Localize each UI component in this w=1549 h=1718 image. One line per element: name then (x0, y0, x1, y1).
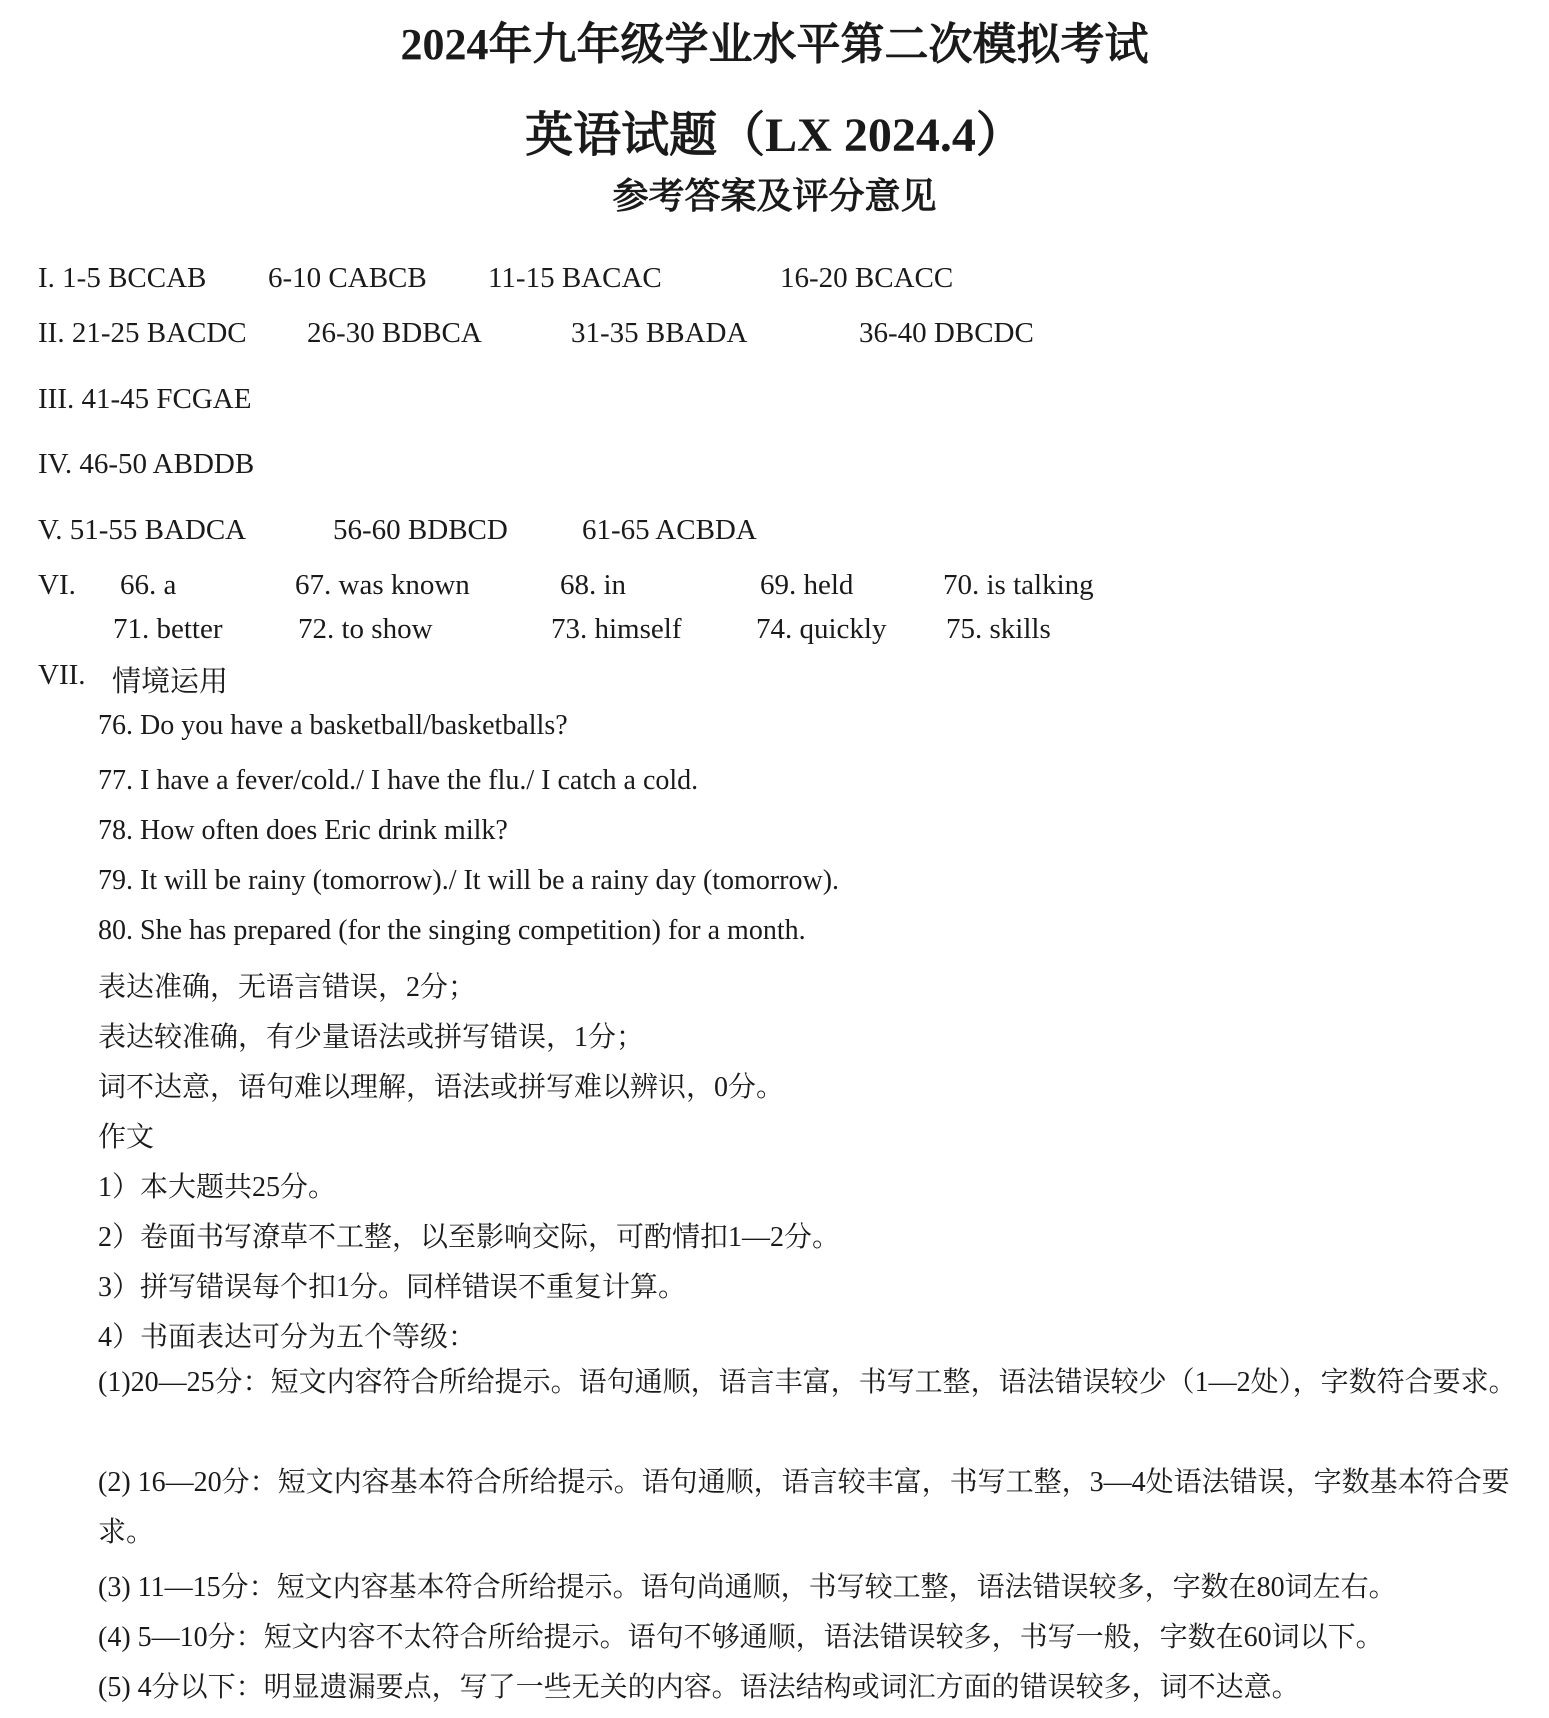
answer-66: 66. a (120, 569, 177, 601)
answer-69: 69. held (760, 569, 854, 601)
essay-level-4: (4) 5—10分：短文内容不太符合所给提示。语句不够通顺，语法错误较多，书写一般，字数在60词以下。 (98, 1622, 1384, 1653)
section-i-group-3: 11-15 BACAC (488, 262, 662, 294)
answer-74: 74. quickly (756, 613, 887, 645)
section-ii-group-2: 26-30 BDBCA (307, 317, 482, 349)
essay-rule-2: 2）卷面书写潦草不工整，以至影响交际，可酌情扣1—2分。 (98, 1222, 841, 1253)
section-ii-group-1: II. 21-25 BACDC (38, 317, 247, 349)
answer-76: 76. Do you have a basketball/basketballs? (98, 710, 568, 741)
essay-level-2: (2) 16—20分：短文内容基本符合所给提示。语句通顺，语言较丰富，书写工整，3—4处语法错误，字数基本符合要求。 (98, 1467, 1510, 1548)
answer-73: 73. himself (551, 613, 682, 645)
section-iv: IV. 46-50 ABDDB (38, 448, 255, 480)
section-v-group-3: 61-65 ACBDA (582, 514, 757, 546)
answer-80: 80. She has prepared (for the singing competition) for a month. (98, 915, 806, 946)
answer-75: 75. skills (946, 613, 1051, 645)
essay-rule-1: 1）本大题共25分。 (98, 1172, 337, 1203)
section-i-group-4: 16-20 BCACC (780, 262, 954, 294)
answer-77: 77. I have a fever/cold./ I have the flu./ I catch a cold. (98, 765, 699, 796)
essay-level-5: (5) 4分以下：明显遗漏要点，写了一些无关的内容。语法结构或词汇方面的错误较多，词不达意。 (98, 1672, 1300, 1703)
section-ii-group-3: 31-35 BBADA (571, 317, 748, 349)
essay-title: 作文 (98, 1122, 155, 1153)
scoring-2-points: 表达准确，无语言错误，2分； (98, 972, 477, 1003)
section-vii-title: 情境运用 (112, 666, 229, 698)
scoring-1-point: 表达较准确，有少量语法或拼写错误，1分； (98, 1022, 645, 1053)
section-iii: III. 41-45 FCGAE (38, 383, 252, 415)
section-vii-label: VII. (38, 659, 86, 691)
essay-level-1: (1)20—25分：短文内容符合所给提示。语句通顺，语言丰富，书写工整，语法错误较少（1—2处），字数符合要求。 (98, 1367, 1517, 1398)
essay-level-3: (3) 11—15分：短文内容基本符合所给提示。语句尚通顺，书写较工整，语法错误较多，字数在80词左右。 (98, 1572, 1397, 1603)
answer-70: 70. is talking (943, 569, 1094, 601)
subject-title: 英语试题（LX 2024.4） (525, 109, 1024, 162)
essay-rule-3: 3）拼写错误每个扣1分。同样错误不重复计算。 (98, 1272, 687, 1303)
section-i-group-1: I. 1-5 BCCAB (38, 262, 207, 294)
answer-72: 72. to show (298, 613, 433, 645)
answer-78: 78. How often does Eric drink milk? (98, 815, 508, 846)
answer-79: 79. It will be rainy (tomorrow)./ It will be a rainy day (tomorrow). (98, 865, 840, 896)
answer-key-subtitle: 参考答案及评分意见 (612, 176, 937, 216)
answer-68: 68. in (560, 569, 627, 601)
section-v-group-2: 56-60 BDBCD (333, 514, 508, 546)
answer-71: 71. better (113, 613, 223, 645)
section-ii-group-4: 36-40 DBCDC (859, 317, 1034, 349)
answer-67: 67. was known (295, 569, 470, 601)
scoring-0-points: 词不达意，语句难以理解，语法或拼写难以辨识，0分。 (98, 1072, 785, 1103)
page-title: 2024年九年级学业水平第二次模拟考试 (400, 20, 1149, 69)
section-v-group-1: V. 51-55 BADCA (38, 514, 247, 546)
section-vi-label: VI. (38, 569, 76, 601)
essay-rule-4: 4）书面表达可分为五个等级： (98, 1322, 477, 1353)
section-i-group-2: 6-10 CABCB (268, 262, 427, 294)
